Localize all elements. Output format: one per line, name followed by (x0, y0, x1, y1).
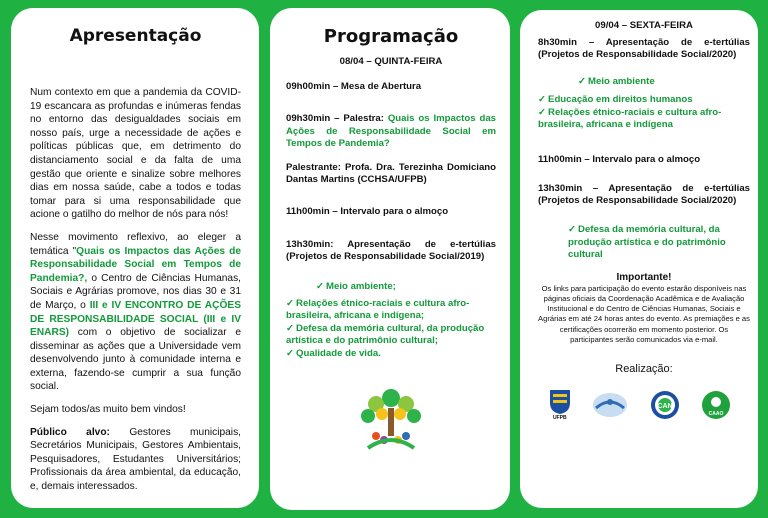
day-heading: 08/04 – QUINTA-FEIRA (339, 56, 443, 67)
topic-item: ✓ Meio ambiente; (286, 281, 496, 294)
panel-programacao (270, 8, 510, 510)
welcome-text: Sejam todos/as muito bem vindos! (30, 404, 186, 416)
topic-item: ✓ Relações étnico-raciais e cultura afro-brasileira, africana e indígena (538, 107, 750, 132)
schedule-day-2-afternoon (538, 154, 750, 208)
panel-title-programacao: Programação (323, 26, 459, 47)
realizacao-label: Realização: (615, 362, 673, 375)
schedule-item: 11h00min – Intervalo para o almoço (286, 206, 449, 218)
caao-logo (701, 390, 731, 420)
topic-item: ✓ Defesa da memória cultural, da produção artística e do patrimônio cultural (568, 224, 740, 262)
theme-highlight: Quais os Impactos das Ações de Responsabilidade Social em Tempos de Pandemia?, (30, 245, 241, 284)
ufpb-logo (549, 389, 571, 421)
schedule-day-1 (286, 56, 496, 263)
schedule-item: 09h00min – Mesa de Abertura (286, 81, 422, 93)
paragraph-text: com o objetivo de socializar e disseminar as ações que a Universidade vem desenvolvendo junto à comunidade interna e externa, fazendo-se cumprir a sua função social. (30, 327, 241, 393)
schedule-item: 11h00min – Intervalo para o almoço (538, 153, 701, 165)
schedule-day-2 (538, 20, 750, 62)
topic-item: ✓ Relações étnico-raciais e cultura afro-brasileira, africana e indígena; (286, 298, 496, 323)
apresentacao-body (30, 86, 241, 494)
important-notice (538, 272, 750, 345)
event-name-highlight: III e IV ENCONTRO DE AÇÕES DE RESPONSABILIDADE SOCIAL (III e IV ENARS) (30, 299, 242, 339)
panel-sexta-feira (520, 10, 758, 508)
schedule-item: 8h30min – Apresentação de e-tertúlias (Projetos de Responsabilidade Social/2020) (538, 37, 750, 61)
caao-logo-text: CAAO (708, 410, 724, 417)
item-time: 09h30min – Palestra: (286, 113, 388, 125)
panel-apresentacao (11, 8, 259, 508)
paragraph-text: Nesse movimento reflexivo, ao eleger a temática " (30, 231, 241, 257)
topic-list (538, 76, 750, 132)
can-logo-text: CAN (657, 402, 673, 410)
topic-list (538, 224, 750, 262)
can-logo (650, 390, 680, 420)
audience-label: Público alvo: (30, 426, 110, 438)
audience-text: Gestores municipais, Secretários Municipais, Gestores Ambientais, Pesquisadores, Estudantes Universitários; Profissionais da área ambiental, da educação, e, demais interessados. (30, 426, 241, 493)
paragraph-text: o Centro de Ciências Humanas, Sociais e Agrárias promove, nos dias 30 e 31 de Março, o (30, 272, 241, 311)
panel-title-apresentacao: Apresentação (69, 26, 202, 46)
event-tree-logo (354, 384, 428, 454)
topic-item: ✓ Educação em direitos humanos (538, 94, 750, 107)
ufpb-logo-text: UFPB (552, 414, 567, 421)
topic-item: ✓ Meio ambiente (538, 76, 750, 89)
schedule-item-speaker: Palestrante: Profa. Dra. Terezinha Domiciano Dantas Martins (CCHSA/UFPB) (286, 162, 496, 186)
topic-item: ✓ Defesa da memória cultural, da produção artística e do patrimônio cultural; (286, 323, 496, 348)
topic-list (286, 281, 496, 360)
schedule-item-lecture (286, 113, 496, 150)
lecture-theme: Quais os Impactos das Ações de Responsabilidade Social em Tempos de Pandemia? (286, 113, 496, 149)
caai-logo (592, 392, 628, 418)
schedule-item: 13h30min – Apresentação de e-tertúlias (Projetos de Responsabilidade Social/2020) (538, 182, 750, 207)
partner-logos (538, 389, 750, 421)
day-heading: 09/04 – SEXTA-FEIRA (595, 20, 693, 31)
topic-item: ✓ Qualidade de vida. (286, 348, 496, 361)
apresentacao-paragraph-2 (30, 231, 241, 394)
schedule-item: 13h30min: Apresentação de e-tertúlias (Projetos de Responsabilidade Social/2019) (286, 238, 496, 262)
important-title: Importante! (616, 271, 672, 283)
apresentacao-paragraph-1: Num contexto em que a pandemia da COVID-19 escancara as profundas e inúmeras fendas no entorno das desigualdades sociais em nosso país, urge a necessidade de ações e políticas públicas que, em detrimento do distanciamento social e da falta de uma gestão que oriente e sinalize sobre melhores dias em nossa saúde, cabe a todos e todas tomar para si uma responsabilidade que acione o gatilho do melhor de nós para nós! (30, 87, 241, 221)
important-text: Os links para participação do evento estarão disponíveis nas páginas oficiais da Coordenação Acadêmica e de Avaliação Institucional e do Centro de Ciências Humanas, Sociais e Agrárias em até 24 horas antes do evento. As premiações e as certificações ocorrerão em momento posterior. Os participantes serão comunicados via e-mail. (538, 283, 750, 344)
target-audience (30, 426, 241, 494)
